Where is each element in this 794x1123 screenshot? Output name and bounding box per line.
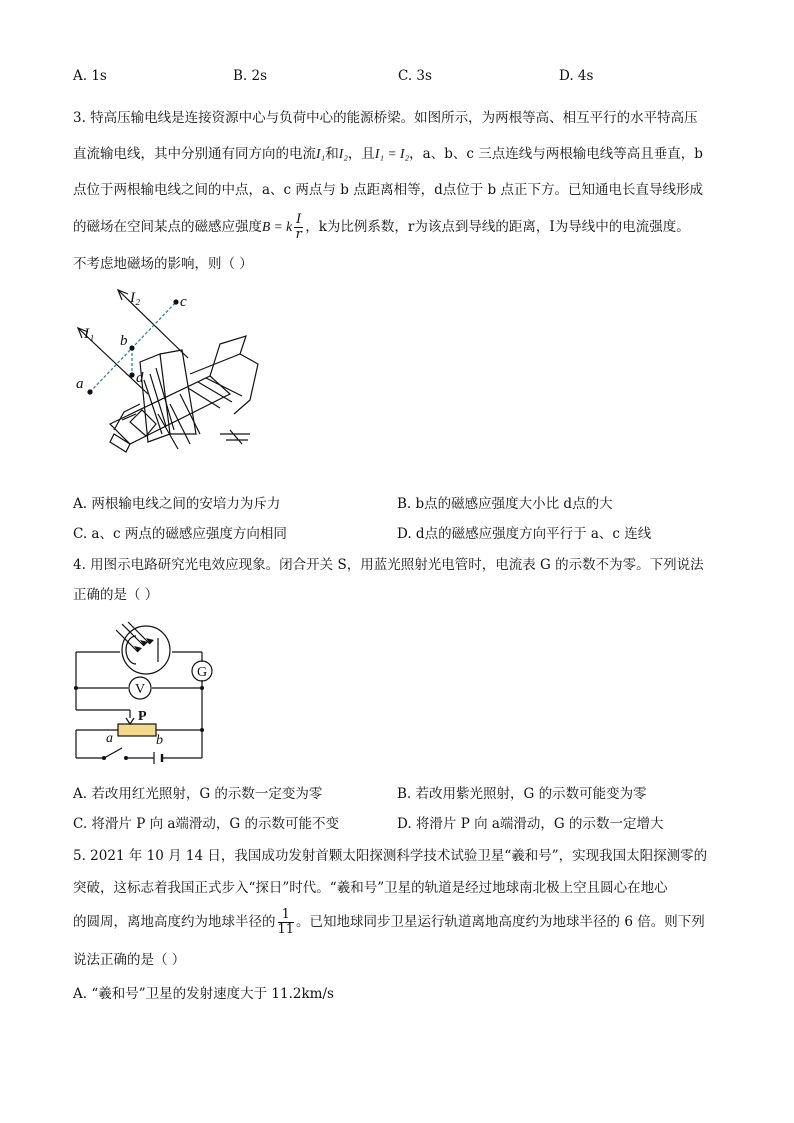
fig-label-p: P — [138, 709, 147, 724]
q5-line-3-pre: 的圆周，离地高度约为地球半径的 — [73, 914, 276, 930]
q2-option-c: C. 3s — [398, 68, 432, 84]
q3-current-i1: I₁ — [316, 146, 326, 161]
fig-label-circuit-b: b — [156, 733, 163, 748]
q3-option-b: B. b点的磁感应强度大小比 d点的大 — [397, 496, 613, 512]
fig-label-i2: I₂ — [130, 290, 141, 306]
fig-label-c: c — [180, 294, 187, 310]
q3-current-i2: I₂ — [338, 146, 348, 161]
q3-line-2-pre: 直流输电线，其中分别通有同方向的电流 — [73, 146, 316, 162]
q3-frac-den: r — [295, 227, 302, 242]
q3-formula-fraction — [294, 213, 303, 242]
q3-line-5: 不考虑地磁场的影响，则（ ） — [73, 256, 253, 272]
q3-line-4 — [73, 210, 690, 244]
q3-and: 和 — [325, 146, 339, 162]
fig-label-d: d — [136, 370, 144, 386]
q4-figure-circuit — [70, 618, 215, 768]
fig-label-circuit-a: a — [106, 731, 113, 746]
q5-line-1: 5. 2021 年 10 月 14 日，我国成功发射首颗太阳探测科学技术试验卫星“羲和号”，实现我国太阳探测零的 — [73, 848, 708, 864]
q5-fraction — [278, 908, 295, 937]
q4-option-a: A. 若改用红光照射，G 的示数一定变为零 — [73, 786, 323, 802]
q3-line-2-mid: ，且 — [347, 146, 375, 162]
q5-line-4: 说法正确的是（ ） — [73, 952, 186, 968]
q3-option-c: C. a、c 两点的磁感应强度方向相同 — [73, 526, 287, 542]
q3-line-4-pre: 的磁场在空间某点的磁感应强度 — [73, 219, 262, 235]
q5-line-3-post: 。已知地球同步卫星运行轨道离地高度约为地球半径的 6 倍。则下列 — [296, 914, 705, 930]
q3-option-a: A. 两根输电线之间的安培力为斥力 — [73, 496, 281, 512]
q2-option-a: A. 1s — [73, 68, 107, 84]
q3-equation: I₁ = I₂ — [374, 146, 410, 161]
q4-option-c: C. 将滑片 P 向 a端滑动，G 的示数可能不变 — [73, 816, 340, 832]
fig-label-v: V — [135, 682, 146, 697]
q5-line-2: 突破，这标志着我国正式步入“探日”时代。“羲和号”卫星的轨道是经过地球南北极上空且圆心在地心 — [73, 880, 668, 896]
q3-line-3: 点位于两根输电线之间的中点，a、c 两点与 b 点距离相等，d点位于 b 点正下方。已知通电长直导线形成 — [73, 182, 703, 198]
q5-line-3 — [73, 904, 705, 940]
q5-frac-den: 11 — [277, 922, 295, 937]
q3-line-2 — [73, 144, 703, 164]
q4-option-b: B. 若改用紫光照射，G 的示数可能变为零 — [397, 786, 647, 802]
q3-line-1: 3. 特高压输电线是连接资源中心与负荷中心的能源桥梁。如图所示，为两根等高、相互平行的水平特高压 — [73, 110, 698, 126]
q3-formula-lhs: B = k — [262, 219, 293, 234]
fig-label-b: b — [120, 333, 128, 349]
q4-line-1: 4. 用图示电路研究光电效应现象。闭合开关 S，用蓝光照射光电管时，电流表 G 的示数不为零。下列说法 — [73, 557, 704, 573]
fig-label-g: G — [197, 665, 208, 680]
q3-line-4-post: ，k为比例系数，r为该点到导线的距离，I为导线中的电流强度。 — [305, 219, 690, 235]
q4-option-d: D. 将滑片 P 向 a端滑动，G 的示数一定增大 — [397, 816, 664, 832]
q2-option-b: B. 2s — [233, 68, 268, 84]
q3-option-d: D. d点的磁感应强度方向平行于 a、c 连线 — [397, 526, 652, 542]
fig-label-i1: I₁ — [84, 326, 95, 342]
q2-option-d: D. 4s — [559, 68, 594, 84]
q4-line-2: 正确的是（ ） — [73, 587, 159, 603]
fig-label-a: a — [76, 376, 84, 392]
q3-line-2-post: ，a、b、c 三点连线与两根输电线等高且垂直，b — [409, 146, 703, 162]
q3-frac-num: I — [296, 212, 302, 227]
q5-frac-num: 1 — [278, 908, 295, 923]
q5-option-a: A. “羲和号”卫星的发射速度大于 11.2km/s — [73, 986, 334, 1002]
q3-figure-power-lines — [70, 284, 270, 454]
